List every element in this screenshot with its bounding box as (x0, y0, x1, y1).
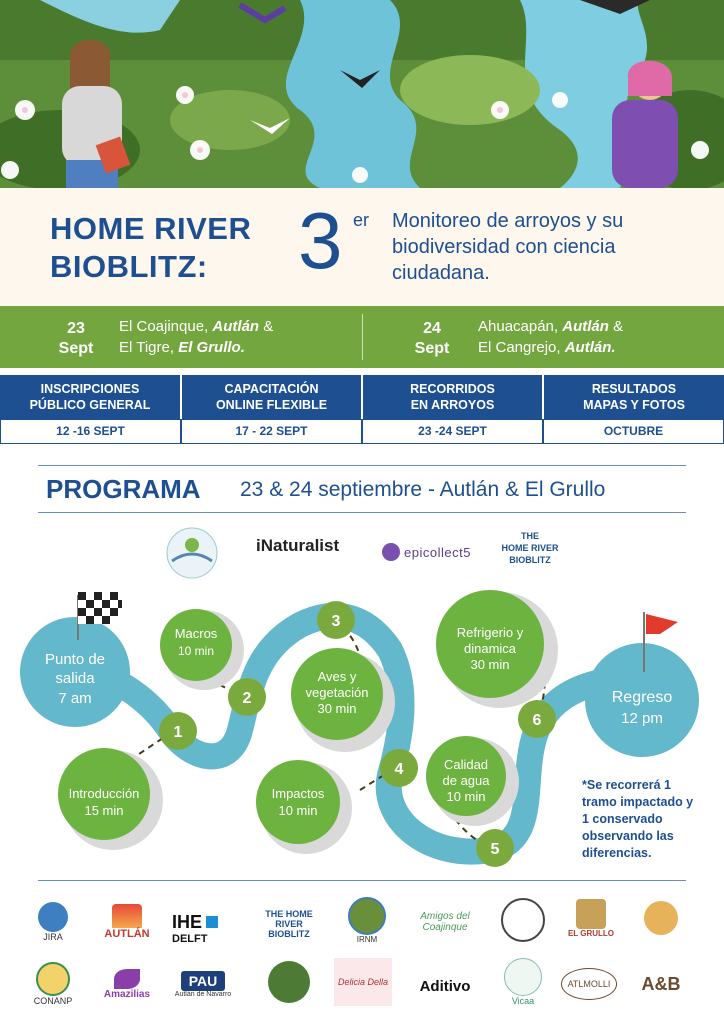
start-label-1: Punto de (44, 651, 106, 668)
programa-title: PROGRAMA (46, 474, 201, 504)
stop-2-time: 10 min (177, 644, 215, 658)
dates-divider (362, 314, 363, 360)
schedule-table (0, 375, 724, 445)
bush-macros (160, 609, 244, 690)
delicia-della-logo (334, 958, 392, 1006)
vicaa-label: Vicaa (511, 996, 535, 1006)
event-subtitle (392, 208, 712, 286)
ihe-delft-logo (172, 904, 234, 952)
epicollect-label: epicollect5 (404, 544, 471, 560)
irnm-label: IRNM (356, 934, 378, 944)
schedule-value-resultados: OCTUBRE (543, 419, 724, 444)
stop-6-name-2: dinamica (463, 641, 517, 656)
event-title-line1: HOME RIVER (50, 211, 252, 246)
schedule-header-resultados (544, 375, 724, 419)
delft-label: DELFT (172, 932, 208, 945)
stop-1-time: 15 min (84, 803, 124, 818)
stop-1-number: 1 (173, 724, 183, 741)
edition-suffix: er (353, 210, 370, 230)
place-amp-2: & (608, 318, 624, 335)
event-title-line2: BIOBLITZ: (50, 249, 208, 284)
header-text: RESULTADOS (591, 382, 677, 396)
bush-refrigerio (436, 590, 558, 708)
stop-3-time: 30 min (317, 701, 357, 716)
cos-logo (492, 896, 554, 944)
stop-3-name-2: vegetación (305, 685, 369, 700)
title-band (0, 188, 724, 306)
header-text: INSCRIPCIONES (40, 382, 140, 396)
place-autlan: Autlán (212, 318, 260, 335)
route-note: *Se recorrerá 1 tramo impactado y 1 conservado observando las diferencias. (582, 778, 694, 860)
hrb-logo-bottom: THE HOME RIVER BIOBLITZ (265, 909, 313, 939)
sponsors-rule (38, 880, 686, 881)
header-text: ONLINE FLEXIBLE (215, 398, 328, 412)
stop-4-time: 10 min (278, 803, 318, 818)
bush-introduccion (58, 748, 163, 850)
date-1 (46, 319, 106, 359)
subtitle-line3: ciudadana. (392, 262, 490, 284)
schedule-header-capacitacion (182, 375, 361, 419)
place-tigre: El Tigre, (119, 339, 179, 356)
bush-calidad (426, 736, 519, 826)
stop-5-name-2: de agua (442, 773, 490, 788)
aditivo-logo (410, 962, 480, 1010)
schedule-value-recorridos: 23 -24 SEPT (362, 419, 543, 444)
end-label-1: Regreso (611, 689, 673, 706)
place-coajinque: El Coajinque, (119, 318, 213, 335)
place-cangrejo: El Cangrejo, (478, 339, 565, 356)
jira-label: JIRA (43, 932, 63, 942)
centro-comunitario-logo (630, 894, 692, 942)
date-1-month: Sept (58, 340, 94, 357)
delicia-label: Delicia Della (337, 977, 389, 987)
place-amp: & (259, 318, 274, 335)
jira-logo (22, 898, 84, 946)
schedule-value-inscripciones: 12 -16 SEPT (0, 419, 181, 444)
place-grullo: El Grullo. (178, 339, 245, 356)
stop-5-name-1: Calidad (443, 757, 489, 772)
pau-sub-label: Autlán de Navarro (174, 990, 232, 998)
conanp-logo (22, 960, 84, 1008)
stop-6-time: 30 min (470, 657, 510, 672)
irnm-logo (336, 896, 398, 944)
ab-label: A&B (641, 973, 681, 994)
stop-4-number: 4 (394, 761, 404, 778)
schedule-value-capacitacion: 17 - 22 SEPT (181, 419, 362, 444)
subtitle-line1: Monitoreo de arroyos y su (392, 210, 624, 232)
event-title (50, 210, 251, 286)
date-1-places (119, 316, 273, 358)
stop-3-number: 3 (331, 613, 341, 630)
atlmolli-label: ATLMOLLI (561, 968, 618, 1000)
header-text: EN ARROYOS (410, 398, 495, 412)
pau-label: PAU (181, 971, 226, 991)
stop-6-name-1: Refrigerio y (456, 625, 524, 640)
start-label-2: salida (55, 670, 95, 687)
autlan-label: AUTLÁN (104, 928, 150, 940)
place-autlan-3: Autlán. (564, 339, 616, 356)
date-1-day: 23 (67, 320, 85, 337)
bush-impactos (256, 760, 352, 854)
date-2 (402, 319, 462, 359)
header-text: MAPAS Y FOTOS (583, 398, 685, 412)
aditivo-label: Aditivo (419, 977, 471, 995)
end-label-2: 12 pm (621, 710, 663, 727)
hrb-logo-line: BIOBLITZ (509, 555, 551, 565)
start-label-3: 7 am (58, 690, 92, 707)
schedule-header-inscripciones (0, 375, 180, 419)
el-grullo-label: EL GRULLO (567, 928, 615, 938)
hero-illustration (0, 0, 724, 188)
stop-1-name: Introducción (68, 786, 140, 801)
date-2-day: 24 (423, 320, 441, 337)
programa-subtitle: 23 & 24 septiembre - Autlán & El Grullo (240, 478, 606, 501)
edition-number: 3 (298, 196, 343, 285)
inaturalist-logo: iNaturalist (256, 536, 340, 555)
autlan-logo (96, 898, 158, 946)
hrb-logo-line: HOME RIVER (501, 543, 559, 553)
header-text: PÚBLICO GENERAL (29, 398, 151, 412)
place-autlan-2: Autlán (562, 318, 609, 335)
buff-logo (258, 958, 320, 1006)
stop-4-name: Impactos (271, 786, 325, 801)
bush-aves (291, 648, 395, 752)
date-2-month: Sept (414, 340, 450, 357)
amazilias-label: Amazilias (103, 988, 151, 1000)
stop-5-number: 5 (490, 841, 500, 858)
programa-rule-top (38, 465, 686, 466)
stop-5-time: 10 min (446, 789, 486, 804)
place-ahuacapan: Ahuacapán, (478, 318, 563, 335)
checkered-flag-icon (78, 592, 122, 624)
amigos-coajinque-logo: Amigos del Coajinque (420, 911, 470, 933)
stop-3-name-1: Aves y (317, 669, 357, 684)
ihe-label: IHE (172, 911, 203, 932)
red-flag-icon (646, 614, 678, 634)
date-2-places (478, 316, 623, 358)
vicaa-logo (492, 958, 554, 1006)
header-text: CAPACITACIÓN (224, 382, 319, 396)
header-text: RECORRIDOS (410, 382, 495, 396)
pau-logo (172, 960, 234, 1008)
subtitle-line2: biodiversidad con ciencia (392, 236, 616, 258)
hrb-logo-line: THE (521, 531, 539, 541)
conanp-label: CONANP (33, 996, 73, 1006)
ab-logo (630, 960, 692, 1008)
stop-2-name: Macros (174, 626, 218, 641)
amazilias-logo (96, 960, 158, 1008)
stop-6-number: 6 (532, 712, 542, 729)
programa-rule-bottom (38, 512, 686, 513)
schedule-header-recorridos (363, 375, 542, 419)
dates-band (0, 306, 724, 368)
stop-2-number: 2 (242, 690, 252, 707)
el-grullo-logo (560, 894, 622, 942)
atlmolli-logo (558, 960, 620, 1008)
